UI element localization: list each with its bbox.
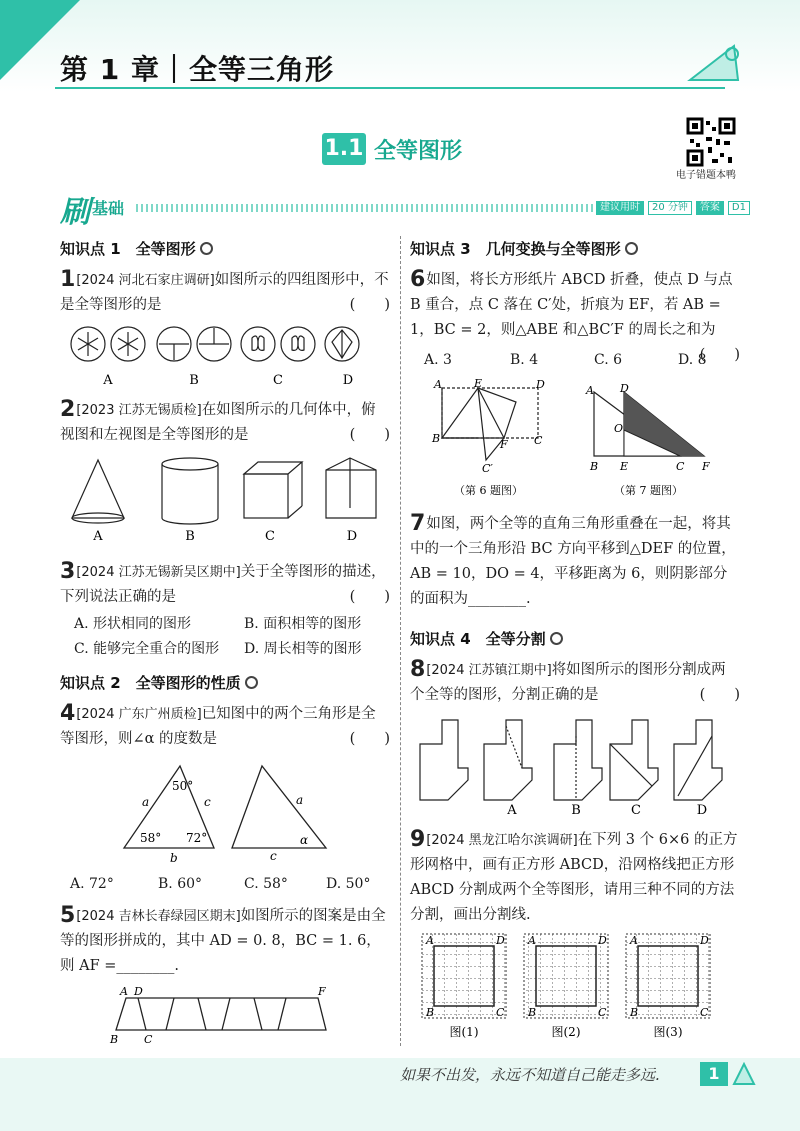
q7-number: 7 — [410, 511, 426, 536]
q7-point-o: O — [614, 422, 624, 435]
q1-figure — [68, 324, 388, 390]
chapter-title: 第 1 章｜全等三角形 — [60, 53, 334, 86]
knowledge-point-3 — [410, 238, 638, 259]
q8-label-d: D — [696, 803, 708, 816]
q5-point-f: F — [318, 985, 326, 998]
q8-paren: ( ) — [699, 687, 740, 703]
q6-point-f: F — [500, 438, 508, 451]
q2-label-c: C — [265, 529, 275, 544]
q4-paren: ( ) — [349, 731, 390, 747]
q2-label-d: D — [346, 529, 358, 544]
q7-point-d: D — [620, 384, 629, 395]
q9-caption-1: 图(1) — [449, 1025, 479, 1039]
grid-3 — [626, 934, 710, 1018]
answer-value: D1 — [728, 201, 750, 215]
g1-corner-c: C — [496, 1006, 505, 1019]
g2-corner-a: A — [528, 934, 536, 947]
g1-corner-b: B — [426, 1006, 435, 1019]
q9-figure — [420, 930, 720, 1050]
q3-option-a: A. 形状相同的图形 — [74, 616, 192, 632]
q9-text: 在下列 3 个 6×6 的正方形网格中，画有正方形 ABCD，沿网格线把正方形 ABCD 分割成两个全等图形，请用三种不同的方法分割，画出分割线. — [410, 832, 738, 923]
q6-number: 6 — [410, 267, 426, 292]
q6-text: 如图，将长方形纸片 ABCD 折叠，使点 D 与点 B 重合，点 C 落在 C′处，折痕为 EF，若 AB = 1，BC = 2，则△ABE 和△BC′F 的周长之和为 — [410, 272, 733, 338]
q3-text: 关于全等图形的描述，下列说法正确的是 — [60, 564, 386, 605]
q7-figure — [584, 384, 724, 500]
kp3-text: 知识点 3 几何变换与全等图形 — [410, 240, 621, 258]
q1-source: [2024 河北石家庄调研] — [76, 273, 215, 288]
g1-corner-a: A — [426, 934, 434, 947]
q6-option-d: D. 8 — [678, 352, 707, 368]
ruler-icon — [732, 1062, 756, 1086]
header-rule — [55, 87, 725, 89]
question-3 — [60, 560, 390, 610]
q9-number: 9 — [410, 827, 426, 852]
q8-shape-main — [420, 720, 468, 800]
q3-option-b: B. 面积相等的图形 — [244, 616, 362, 632]
q3-source: [2024 江苏无锡新吴区期中] — [76, 565, 241, 580]
q5-point-d: D — [134, 985, 143, 998]
q2-figure — [64, 452, 394, 546]
target-icon — [550, 632, 563, 645]
q1-label-d: D — [342, 373, 354, 388]
q5-figure — [106, 984, 336, 1046]
knowledge-point-2 — [60, 672, 258, 693]
q5-point-a: A — [120, 985, 128, 998]
question-5 — [60, 904, 390, 979]
question-9 — [410, 828, 740, 928]
knowledge-point-4 — [410, 628, 563, 649]
g2-corner-b: B — [528, 1006, 537, 1019]
q5-number: 5 — [60, 903, 76, 928]
footer-motto: 如果不出发，永远不知道自己能走多远. — [400, 1066, 660, 1084]
brush-small-label: 基础 — [92, 199, 125, 218]
q9-caption-3: 图(3) — [653, 1025, 683, 1039]
brush-big-label: 刷 — [60, 195, 90, 230]
q4-side-c: c — [204, 795, 211, 809]
q4-angle-right: 72° — [186, 831, 208, 845]
q4-side-b: b — [170, 851, 178, 865]
q4-number: 4 — [60, 701, 76, 726]
q4-text: 已知图中的两个三角形是全等图形，则∠α 的度数是 — [60, 706, 376, 747]
q8-source: [2024 江苏镇江期中] — [426, 663, 552, 678]
q6-option-a: A. 3 — [424, 352, 452, 368]
target-icon — [200, 242, 213, 255]
q7-text: 如图，两个全等的直角三角形重叠在一起，将其中的一个三角形沿 BC 方向平移到△DEF 的位置，AB = 10，DO = 4，平移距离为 6，则阴影部分的面积为________. — [410, 516, 736, 607]
q2-label-a: A — [93, 529, 103, 544]
question-8 — [410, 658, 740, 708]
kp1-text: 知识点 1 全等图形 — [60, 240, 196, 258]
grid-2 — [524, 934, 608, 1018]
q9-caption-2: 图(2) — [551, 1025, 581, 1039]
answer-label: 答案 — [696, 201, 724, 215]
q4-option-d: D. 50° — [326, 876, 371, 892]
q4-option-b: B. 60° — [158, 876, 203, 892]
g3-corner-b: B — [630, 1006, 639, 1019]
q7-point-f: F — [702, 460, 710, 473]
q5-point-b: B — [110, 1033, 119, 1046]
target-icon — [245, 676, 258, 689]
q5-source: [2024 吉林长春绿园区期末] — [76, 909, 241, 924]
brush-stripes — [136, 204, 596, 212]
q4-side-c2: c — [270, 849, 277, 863]
q5-point-c: C — [144, 1033, 153, 1046]
q6-option-b: B. 4 — [510, 352, 539, 368]
q8-text: 将如图所示的图形分割成两个全等的图形，分割正确的是 — [410, 662, 726, 703]
target-icon — [625, 242, 638, 255]
g2-corner-d: D — [598, 934, 607, 947]
q8-number: 8 — [410, 657, 426, 682]
section-title: 全等图形 — [374, 139, 463, 164]
question-7 — [410, 512, 740, 612]
q6-caption: （第 6 题图） — [454, 484, 523, 497]
q4-source: [2024 广东广州质检] — [76, 707, 202, 722]
time-value: 20 分钟 — [648, 201, 692, 215]
q4-side-a2: a — [296, 793, 304, 807]
q2-number: 2 — [60, 397, 76, 422]
kp4-text: 知识点 4 全等分割 — [410, 630, 546, 648]
q7-point-a: A — [586, 384, 594, 397]
g3-corner-d: D — [700, 934, 709, 947]
snowflake-1 — [78, 332, 98, 356]
q6-point-a: A — [434, 378, 442, 391]
section-number: 1.1 — [322, 133, 366, 165]
g3-corner-c: C — [700, 1006, 709, 1019]
q7-point-b: B — [590, 460, 599, 473]
q3-number: 3 — [60, 559, 76, 584]
question-4 — [60, 702, 390, 752]
q6-point-c: C — [534, 434, 543, 447]
q1-number: 1 — [60, 267, 76, 292]
q3-option-c: C. 能够完全重合的图形 — [74, 641, 220, 657]
q7-caption: （第 7 题图） — [614, 484, 683, 497]
q3-option-d: D. 周长相等的图形 — [244, 641, 362, 657]
time-label: 建议用时 — [596, 201, 644, 215]
q1-label-a: A — [103, 373, 113, 388]
q2-source: [2023 江苏无锡质检] — [76, 403, 202, 418]
q1-paren: ( ) — [349, 297, 390, 313]
q8-label-b: B — [571, 803, 581, 816]
q4-angle-top: 50° — [172, 779, 194, 793]
q4-alpha: α — [300, 833, 309, 847]
q8-figure — [414, 716, 734, 816]
q4-option-c: C. 58° — [244, 876, 288, 892]
q2-text: 在如图所示的几何体中，俯视图和左视图是全等图形的是 — [60, 402, 376, 443]
q4-side-a: a — [142, 795, 150, 809]
q6-point-c-prime: C′ — [482, 462, 493, 475]
q8-label-a: A — [507, 803, 517, 816]
q6-paren: ( ) — [699, 347, 740, 363]
q6-figure — [426, 376, 556, 500]
q4-option-a: A. 72° — [70, 876, 114, 892]
grid-1 — [422, 934, 506, 1018]
g2-corner-c: C — [598, 1006, 607, 1019]
question-1 — [60, 268, 390, 318]
q5-text: 如图所示的图案是由全等的图形拼成的，其中 AD = 0. 8，BC = 1. 6，则 AF =________. — [60, 908, 386, 974]
ruler-triangle-icon — [686, 42, 746, 86]
g3-corner-a: A — [630, 934, 638, 947]
q6-point-b: B — [432, 432, 441, 445]
time-box — [596, 201, 750, 215]
q6-option-c: C. 6 — [594, 352, 623, 368]
q6-point-d: D — [536, 378, 545, 391]
q3-paren: ( ) — [349, 589, 390, 605]
q4-figure — [110, 760, 350, 866]
q8-label-c: C — [631, 803, 641, 816]
q9-source: [2024 黑龙江哈尔滨调研] — [426, 833, 578, 848]
q7-point-e: E — [620, 460, 629, 473]
q1-label-c: C — [273, 373, 283, 388]
g1-corner-d: D — [496, 934, 505, 947]
q1-text: 如图所示的四组图形中，不是全等图形的是 — [60, 272, 389, 313]
knowledge-point-1 — [60, 238, 213, 259]
q2-label-b: B — [185, 529, 195, 544]
q4-angle-left: 58° — [140, 831, 162, 845]
q6-point-e: E — [474, 377, 483, 390]
qr-label: 电子错题本鸭 — [676, 170, 736, 181]
question-2 — [60, 398, 390, 448]
kp2-text: 知识点 2 全等图形的性质 — [60, 674, 241, 692]
q1-label-b: B — [189, 373, 199, 388]
column-divider — [400, 236, 401, 1046]
q7-point-c: C — [676, 460, 685, 473]
qr-code[interactable] — [686, 117, 736, 167]
q2-paren: ( ) — [349, 427, 390, 443]
page-number: 1 — [700, 1062, 728, 1086]
